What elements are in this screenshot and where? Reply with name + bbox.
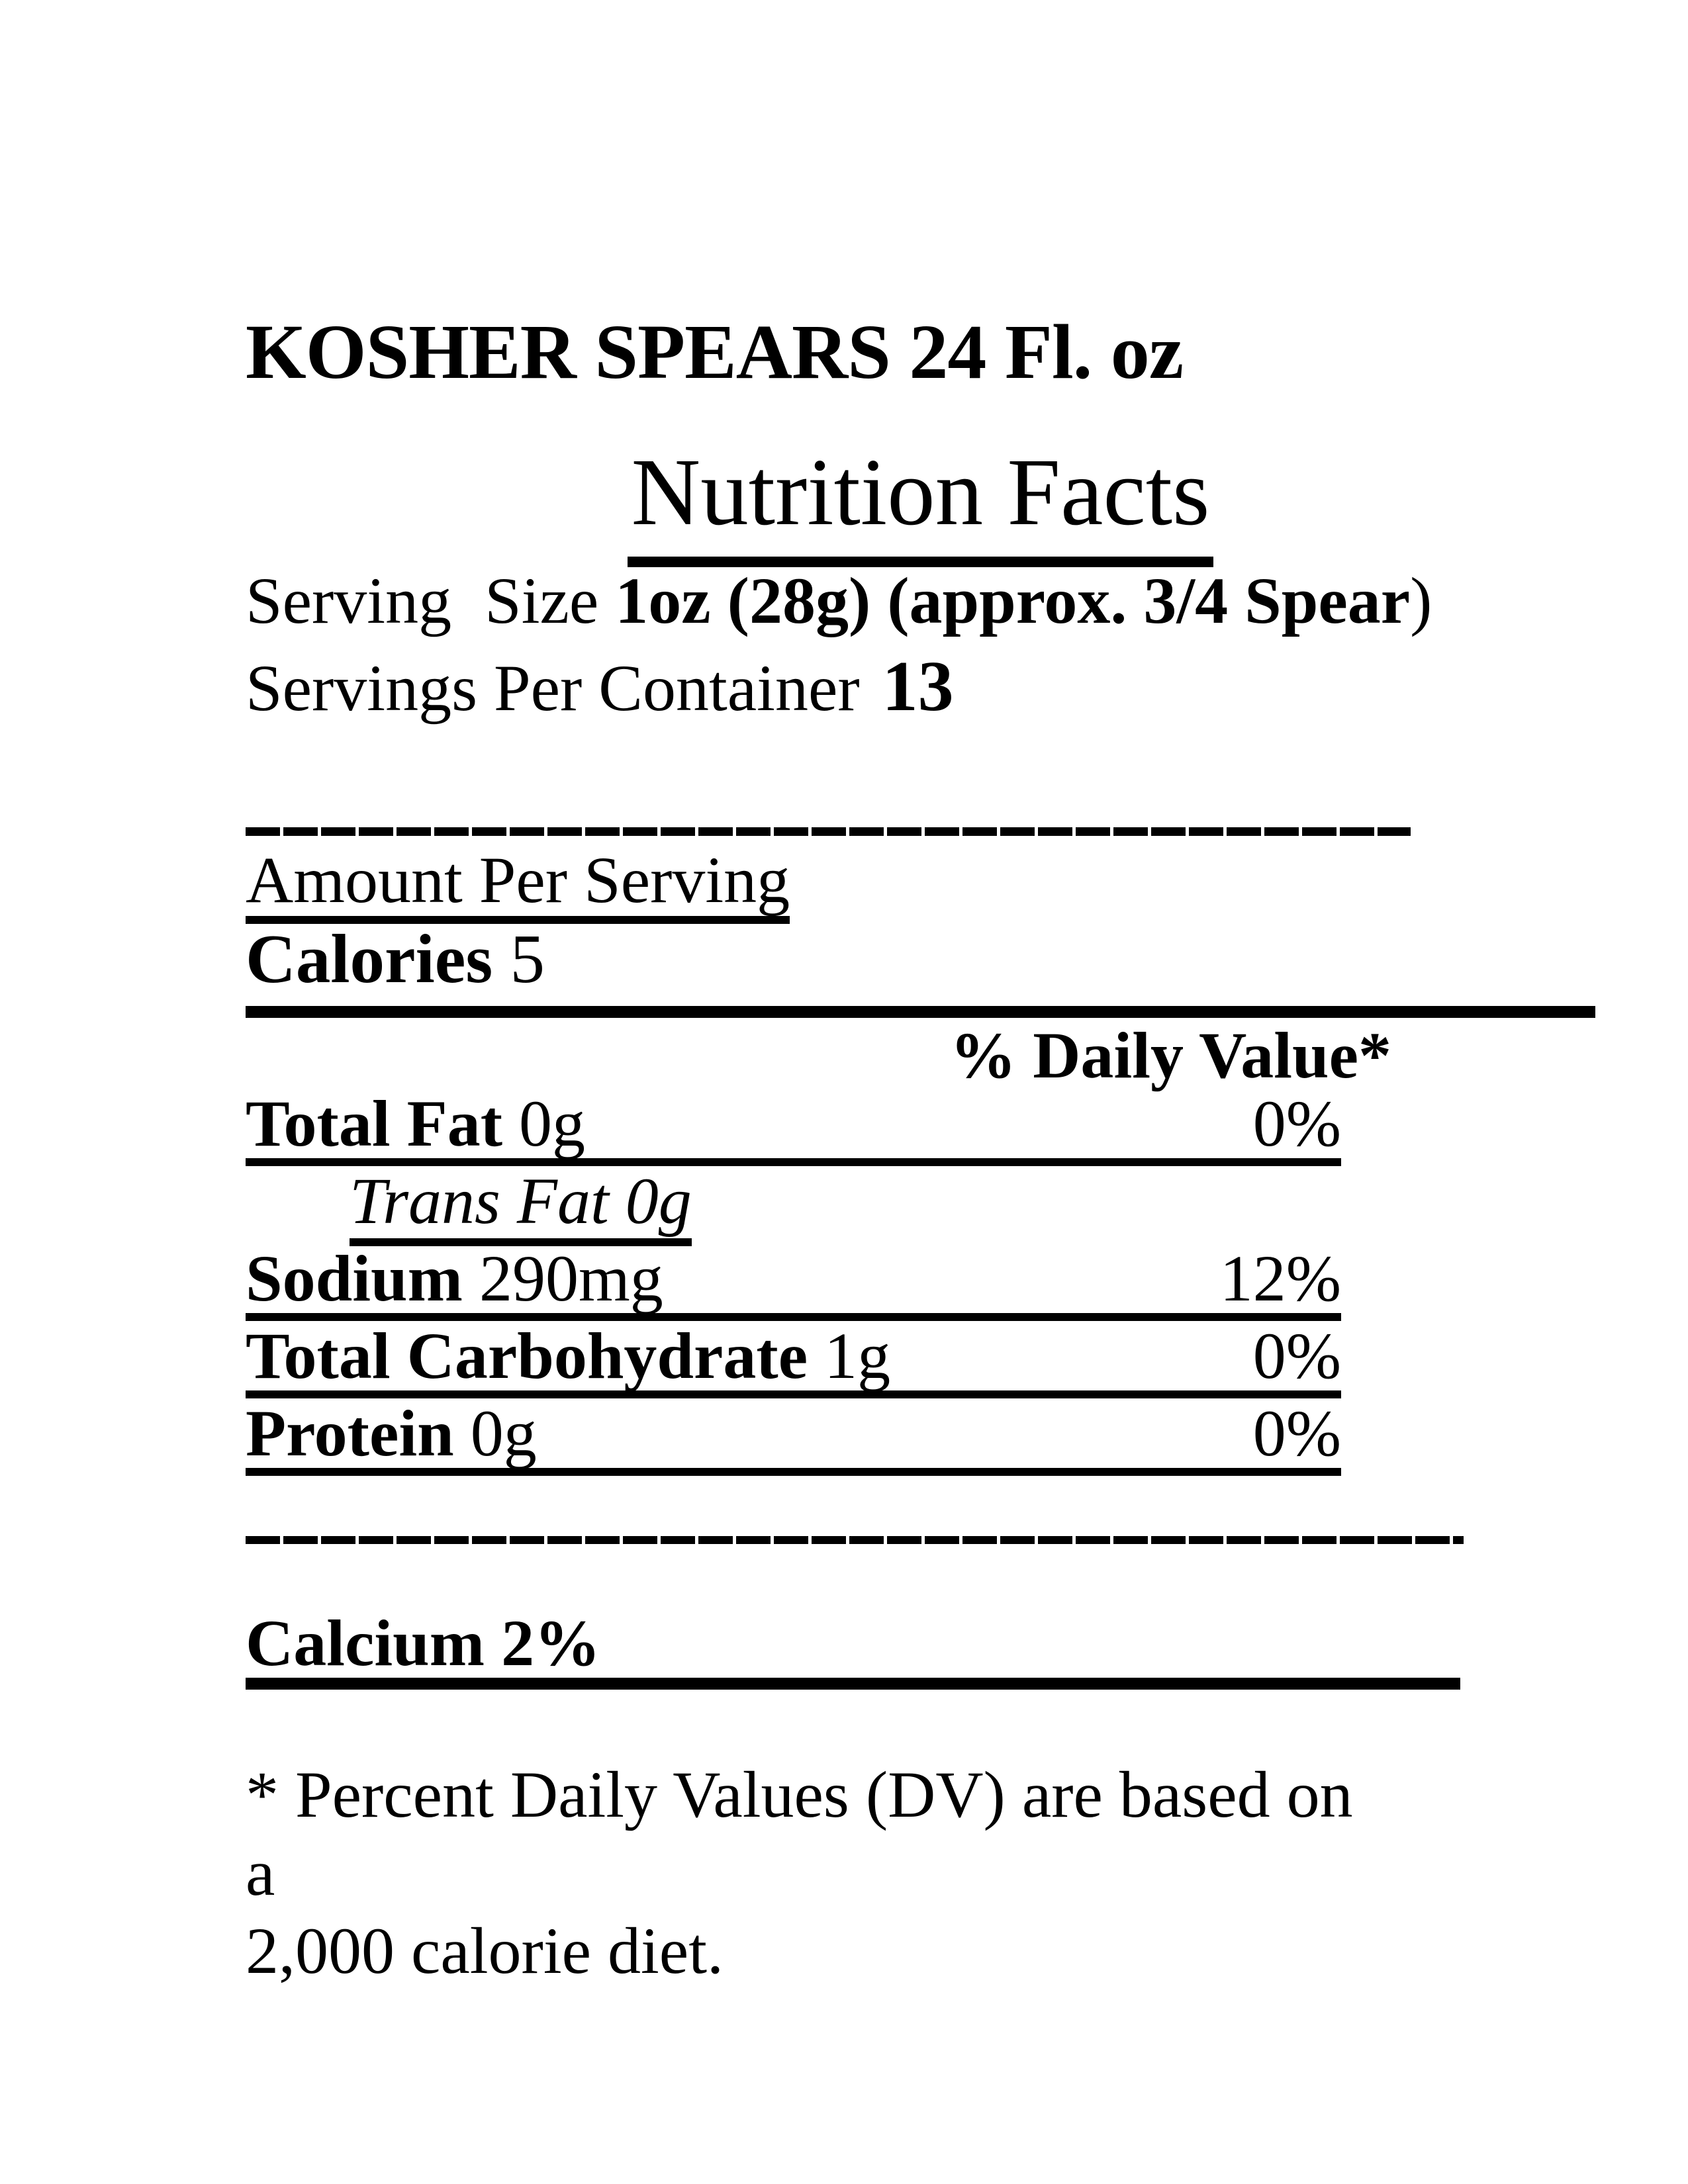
total-fat-amount: 0g xyxy=(502,1087,585,1160)
sodium-dv: 12% xyxy=(1219,1242,1341,1315)
nutrition-facts-heading-wrap xyxy=(246,439,1595,567)
trans-fat-text: Trans Fat 0g xyxy=(350,1166,692,1246)
daily-value-header: % Daily Value* xyxy=(950,1019,1391,1092)
total-fat-row xyxy=(246,1089,1341,1166)
protein-name: Protein xyxy=(246,1396,454,1470)
servings-per-container-line xyxy=(246,647,954,726)
sodium-name: Sodium xyxy=(246,1242,463,1315)
serving-size-value: 1oz (28g) (approx. 3/4 Spear xyxy=(615,564,1411,637)
total-fat-dv: 0% xyxy=(1252,1087,1341,1160)
total-fat-name-amount xyxy=(246,1089,585,1158)
total-carbohydrate-name-amount xyxy=(246,1321,890,1390)
amount-per-serving-label: Amount Per Serving xyxy=(246,845,790,924)
serving-size-value-tail: ) xyxy=(1410,564,1432,637)
serving-size-label: Serving Size xyxy=(246,564,616,637)
calories-value: 5 xyxy=(492,920,545,997)
separator-line-top xyxy=(246,827,1411,836)
calcium-line: Calcium 2% xyxy=(246,1608,1460,1690)
total-carbohydrate-amount: 1g xyxy=(808,1319,891,1392)
protein-dv: 0% xyxy=(1252,1396,1341,1470)
footnote xyxy=(246,1756,1371,1990)
total-carbohydrate-row xyxy=(246,1321,1341,1398)
servings-per-container-value: 13 xyxy=(882,647,954,726)
total-fat-name: Total Fat xyxy=(246,1087,502,1160)
trans-fat-row xyxy=(350,1166,692,1246)
sodium-row xyxy=(246,1244,1341,1321)
amount-per-serving-line xyxy=(246,845,790,924)
total-carbohydrate-name: Total Carbohydrate xyxy=(246,1319,808,1392)
serving-size-line xyxy=(246,566,1432,635)
footnote-line-2: 2,000 calorie diet. xyxy=(246,1914,724,1987)
calories-line xyxy=(246,920,545,997)
protein-amount: 0g xyxy=(453,1396,537,1470)
thick-rule xyxy=(246,1006,1595,1018)
servings-per-container-label: Servings Per Container xyxy=(246,651,860,725)
separator-line-bottom xyxy=(246,1536,1464,1544)
protein-name-amount xyxy=(246,1398,537,1468)
sodium-amount: 290mg xyxy=(462,1242,663,1315)
total-carbohydrate-dv: 0% xyxy=(1252,1319,1341,1392)
calories-label: Calories xyxy=(246,920,493,997)
nutrition-facts-heading: Nutrition Facts xyxy=(628,445,1214,567)
protein-row xyxy=(246,1398,1341,1476)
product-title: KOSHER SPEARS 24 Fl. oz xyxy=(246,308,1184,395)
sodium-name-amount xyxy=(246,1244,663,1313)
footnote-line-1: * Percent Daily Values (DV) are based on a xyxy=(246,1758,1353,1909)
